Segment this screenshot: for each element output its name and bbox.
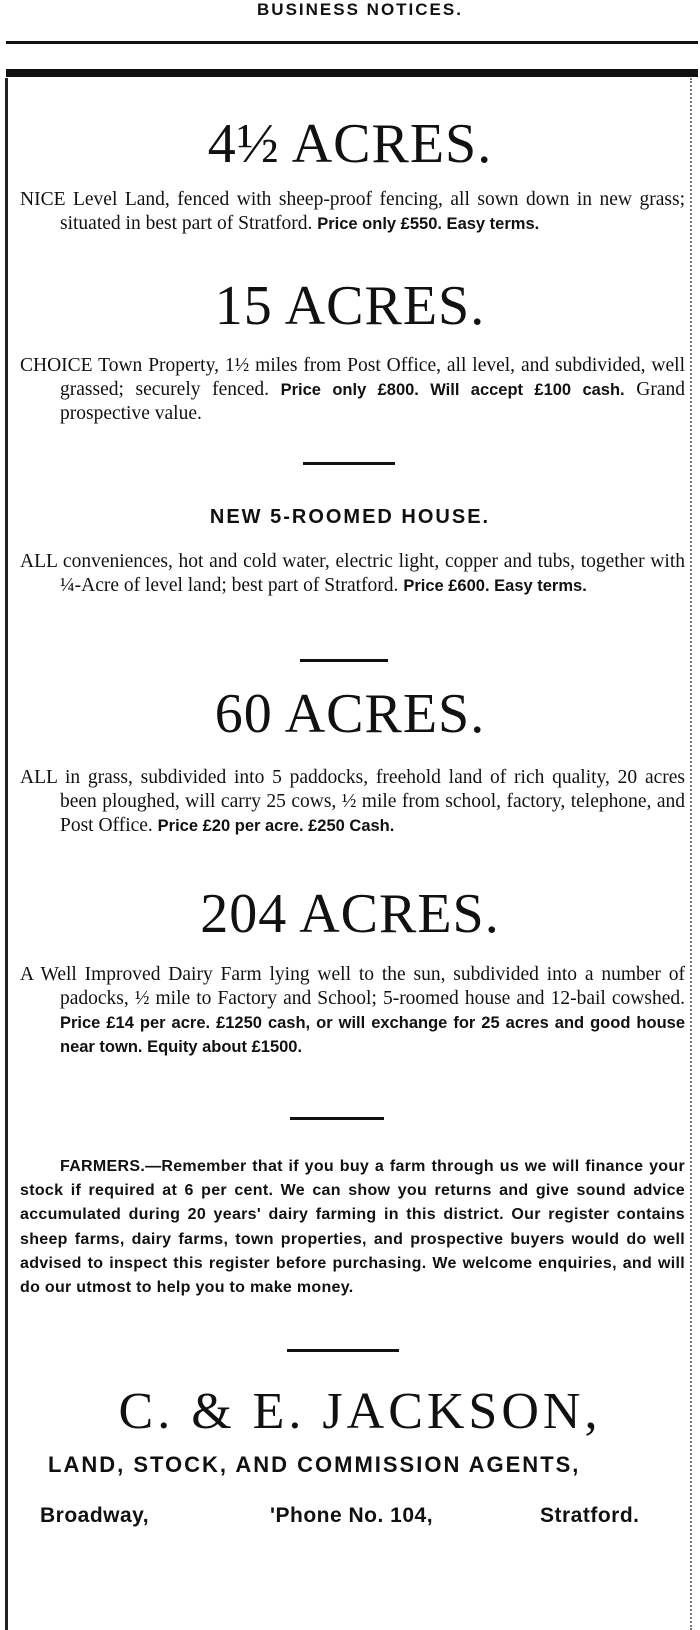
farmers-notice: [20, 1155, 685, 1300]
ad-text: A Well Improved Dairy Farm lying well to the sun, subdivided into a number of padocks, ½ mile to Factory and School; 5-roomed house and 12-bail cowshed.: [20, 964, 685, 1009]
divider-rule: [287, 1349, 399, 1352]
firm-name: C. & E. JACKSON,: [118, 1383, 602, 1440]
ad-title-204-acres: 204 ACRES.: [200, 883, 500, 945]
ad-price: Price only £800. Will accept £100 cash.: [280, 381, 625, 399]
ad-title-4-half-acres: 4½ ACRES.: [207, 113, 493, 175]
divider-rule: [303, 462, 395, 465]
firm-phone: 'Phone No. 104,: [270, 1504, 434, 1527]
ad-title-15-acres: 15 ACRES.: [214, 275, 486, 337]
farmers-lead: FARMERS.—: [60, 1158, 162, 1175]
ad-body-204-acres: [20, 963, 685, 1059]
ad-text: NICE Level Land, fenced with sheep-proof fencing, all sown down in new grass; situated in best part of Stratford.: [20, 189, 685, 234]
ad-text: ALL in grass, subdivided into 5 paddocks, freehold land of rich quality, 20 acres been ploughed, will carry 25 cows, ½ mile from school, factory, telephone, and Post Office.: [20, 767, 685, 836]
ad-body-4-half-acres: [20, 188, 685, 236]
ad-price: Price £14 per acre. £1250 cash, or will exchange for 25 acres and good house near town. Equity about £1500.: [60, 1014, 685, 1056]
ad-tail: Grand prospective value.: [60, 379, 686, 424]
ad-price: Price only £550. Easy terms.: [317, 215, 540, 233]
ad-body-60-acres: [20, 766, 685, 838]
divider-rule: [290, 1117, 384, 1120]
ad-body-15-acres: [20, 354, 685, 426]
section-header: BUSINESS NOTICES.: [257, 0, 463, 19]
ad-title-60-acres: 60 ACRES.: [214, 683, 486, 745]
farmers-text: Remember that if you buy a farm through us we will finance your stock if required at 6 per cent. We can show you returns and give sound advice accumulated during 20 years' dairy farming in this district. Our register contains sheep farms, dairy farms, town properties, and prospective buyers would do well advised to inspect this register before purchasing. We welcome enquiries, and will do our utmost to help you to make money.: [20, 1158, 685, 1297]
ad-body-new-house: [20, 550, 685, 598]
firm-town: Stratford.: [540, 1504, 640, 1527]
ad-heading-new-house: NEW 5-ROOMED HOUSE.: [209, 506, 491, 528]
ad-price: Price £600. Easy terms.: [403, 577, 587, 595]
firm-street: Broadway,: [40, 1504, 150, 1527]
ad-text: ALL conveniences, hot and cold water, electric light, copper and tubs, together with ¼-Acre of level land; best part of Stratford.: [20, 551, 685, 596]
heavy-rule: [6, 69, 698, 77]
divider-rule: [300, 659, 388, 662]
ad-price: Price £20 per acre. £250 Cash.: [157, 817, 395, 835]
firm-role: LAND, STOCK, AND COMMISSION AGENTS,: [48, 1452, 581, 1477]
ad-text: CHOICE Town Property, 1½ miles from Post Office, all level, and subdivided, well grassed; securely fenced.: [20, 355, 685, 400]
header-rule: [6, 41, 698, 44]
